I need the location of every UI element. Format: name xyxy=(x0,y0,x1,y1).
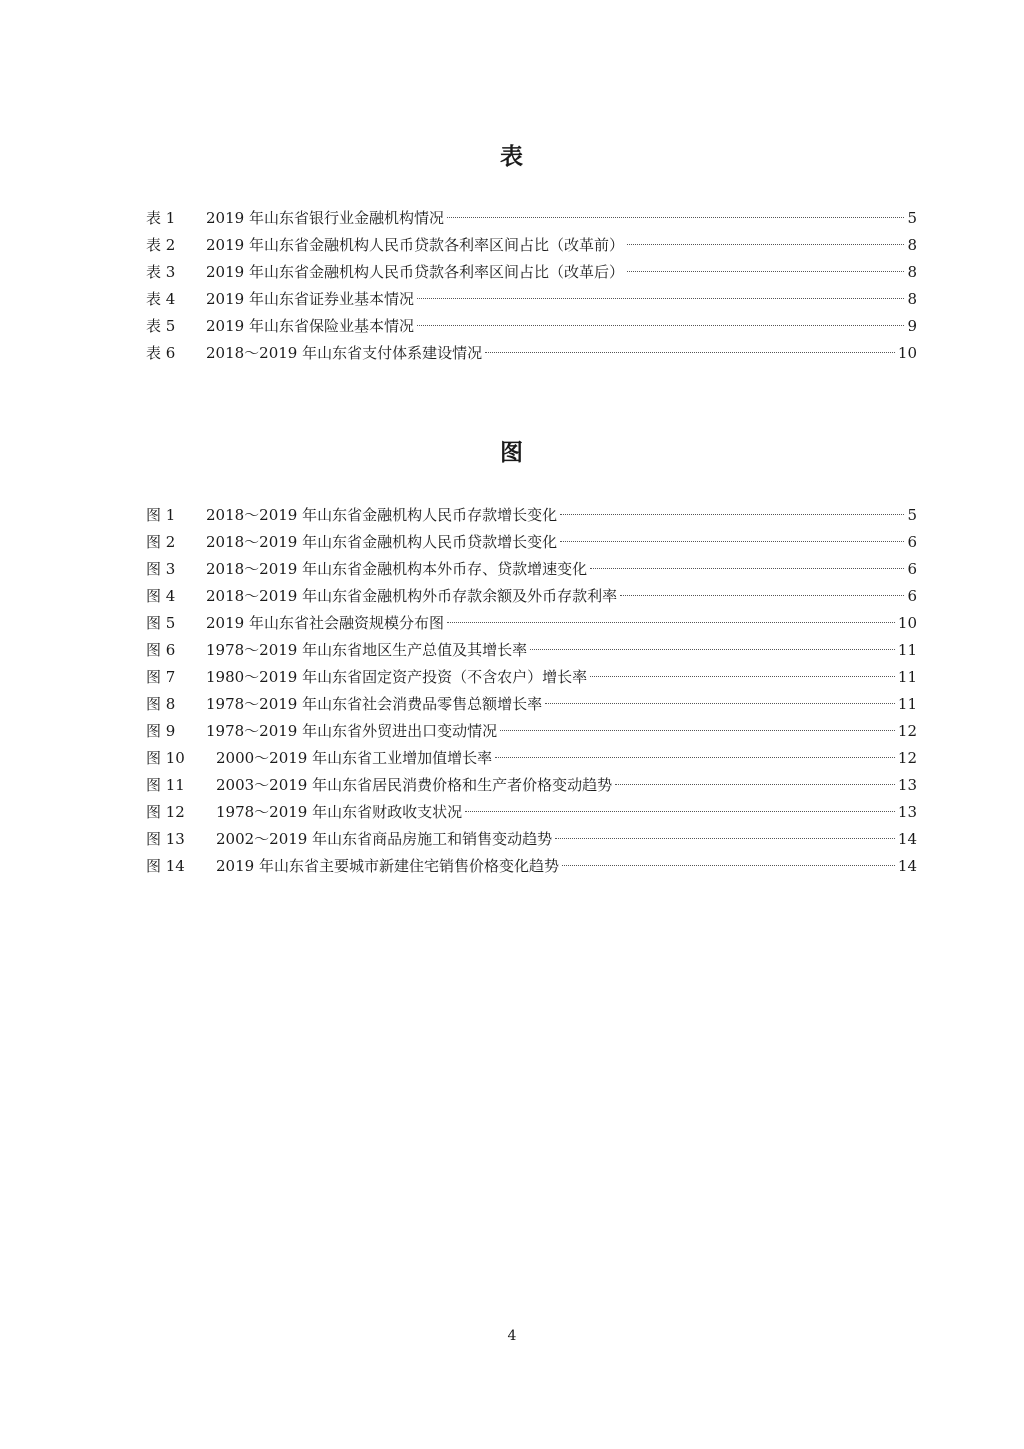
toc-entry-page: 13 xyxy=(897,776,917,794)
toc-entry-title: 1978～2019 年山东省地区生产总值及其增长率 xyxy=(206,641,528,659)
toc-dot-leader xyxy=(590,676,895,677)
toc-dot-leader xyxy=(590,568,904,569)
toc-entry-label: 表 2 xyxy=(146,236,176,254)
page-number: 4 xyxy=(507,1328,517,1344)
tables-toc-list xyxy=(146,205,917,367)
toc-entry-page: 11 xyxy=(897,668,917,686)
tables-section-title: 表 xyxy=(500,143,524,170)
toc-entry-label: 图 7 xyxy=(146,668,176,686)
toc-dot-leader xyxy=(465,811,895,812)
toc-entry-page: 8 xyxy=(907,263,917,281)
toc-entry-title: 2019 年山东省金融机构人民币贷款各利率区间占比（改革后） xyxy=(206,263,624,281)
toc-dot-leader xyxy=(560,541,904,542)
toc-dot-leader xyxy=(447,622,895,623)
toc-entry[interactable] xyxy=(146,826,917,853)
toc-entry-page: 8 xyxy=(907,236,917,254)
toc-entry-label: 图 9 xyxy=(146,722,176,740)
toc-entry-title: 1978～2019 年山东省财政收支状况 xyxy=(216,803,463,821)
toc-entry-title: 2003～2019 年山东省居民消费价格和生产者价格变动趋势 xyxy=(216,776,613,794)
toc-dot-leader xyxy=(495,757,895,758)
toc-entry-page: 14 xyxy=(897,857,917,875)
toc-entry-page: 10 xyxy=(897,344,917,362)
toc-entry[interactable] xyxy=(146,259,917,286)
toc-entry[interactable] xyxy=(146,664,917,691)
toc-entry-title: 2019 年山东省证券业基本情况 xyxy=(206,290,414,308)
toc-entry-title: 2000～2019 年山东省工业增加值增长率 xyxy=(216,749,493,767)
toc-entry-page: 8 xyxy=(907,290,917,308)
toc-dot-leader xyxy=(530,649,895,650)
toc-entry-title: 2019 年山东省主要城市新建住宅销售价格变化趋势 xyxy=(216,857,559,875)
toc-entry[interactable] xyxy=(146,313,917,340)
toc-entry-page: 11 xyxy=(897,641,917,659)
toc-dot-leader xyxy=(620,595,904,596)
toc-entry-page: 5 xyxy=(907,506,917,524)
toc-dot-leader xyxy=(485,352,895,353)
toc-dot-leader xyxy=(627,271,905,272)
figures-section-title: 图 xyxy=(500,439,524,466)
toc-entry-title: 2019 年山东省金融机构人民币贷款各利率区间占比（改革前） xyxy=(206,236,624,254)
toc-entry-label: 表 3 xyxy=(146,263,176,281)
toc-entry-label: 表 4 xyxy=(146,290,176,308)
toc-entry-label: 图 11 xyxy=(146,776,185,794)
toc-entry-label: 图 14 xyxy=(146,857,185,875)
toc-dot-leader xyxy=(627,244,905,245)
toc-dot-leader xyxy=(417,325,905,326)
toc-entry-label: 图 3 xyxy=(146,560,176,578)
toc-dot-leader xyxy=(500,730,895,731)
toc-entry-page: 12 xyxy=(897,749,917,767)
toc-entry-page: 6 xyxy=(907,533,917,551)
toc-entry-label: 图 4 xyxy=(146,587,176,605)
toc-entry[interactable] xyxy=(146,529,917,556)
toc-entry-label: 图 2 xyxy=(146,533,176,551)
toc-entry-page: 6 xyxy=(907,560,917,578)
toc-entry-title: 2018～2019 年山东省金融机构人民币存款增长变化 xyxy=(206,506,558,524)
toc-entry-label: 图 6 xyxy=(146,641,176,659)
toc-entry-title: 1978～2019 年山东省社会消费品零售总额增长率 xyxy=(206,695,543,713)
toc-dot-leader xyxy=(560,514,904,515)
toc-entry-page: 13 xyxy=(897,803,917,821)
toc-entry-page: 14 xyxy=(897,830,917,848)
toc-dot-leader xyxy=(447,217,905,218)
toc-entry-page: 5 xyxy=(907,209,917,227)
toc-entry[interactable] xyxy=(146,853,917,880)
toc-entry-label: 图 5 xyxy=(146,614,176,632)
toc-entry-page: 6 xyxy=(907,587,917,605)
toc-entry-label: 图 1 xyxy=(146,506,176,524)
toc-entry[interactable] xyxy=(146,745,917,772)
toc-dot-leader xyxy=(545,703,895,704)
toc-entry-title: 2002～2019 年山东省商品房施工和销售变动趋势 xyxy=(216,830,553,848)
toc-entry[interactable] xyxy=(146,691,917,718)
toc-dot-leader xyxy=(562,865,895,866)
toc-entry[interactable] xyxy=(146,556,917,583)
toc-entry[interactable] xyxy=(146,502,917,529)
toc-entry-label: 图 8 xyxy=(146,695,176,713)
toc-entry[interactable] xyxy=(146,799,917,826)
toc-entry-page: 12 xyxy=(897,722,917,740)
toc-dot-leader xyxy=(555,838,895,839)
toc-entry[interactable] xyxy=(146,232,917,259)
toc-entry-title: 2018～2019 年山东省支付体系建设情况 xyxy=(206,344,483,362)
toc-entry-label: 表 5 xyxy=(146,317,176,335)
toc-entry-page: 9 xyxy=(907,317,917,335)
toc-entry[interactable] xyxy=(146,205,917,232)
toc-entry[interactable] xyxy=(146,340,917,367)
toc-entry-label: 图 12 xyxy=(146,803,185,821)
toc-entry-label: 表 1 xyxy=(146,209,176,227)
toc-entry-label: 图 13 xyxy=(146,830,185,848)
toc-dot-leader xyxy=(417,298,905,299)
toc-entry-title: 2019 年山东省社会融资规模分布图 xyxy=(206,614,444,632)
toc-entry-title: 2018～2019 年山东省金融机构外币存款余额及外币存款利率 xyxy=(206,587,618,605)
toc-entry-page: 10 xyxy=(897,614,917,632)
toc-entry-label: 表 6 xyxy=(146,344,176,362)
toc-entry-title: 2019 年山东省保险业基本情况 xyxy=(206,317,414,335)
toc-entry-title: 1978～2019 年山东省外贸进出口变动情况 xyxy=(206,722,498,740)
toc-entry[interactable] xyxy=(146,637,917,664)
figures-toc-list xyxy=(146,502,917,880)
toc-entry[interactable] xyxy=(146,286,917,313)
toc-entry-page: 11 xyxy=(897,695,917,713)
toc-entry-title: 2019 年山东省银行业金融机构情况 xyxy=(206,209,444,227)
toc-entry-title: 2018～2019 年山东省金融机构本外币存、贷款增速变化 xyxy=(206,560,588,578)
toc-entry[interactable] xyxy=(146,772,917,799)
toc-entry-label: 图 10 xyxy=(146,749,185,767)
toc-dot-leader xyxy=(615,784,895,785)
toc-entry-title: 2018～2019 年山东省金融机构人民币贷款增长变化 xyxy=(206,533,558,551)
toc-entry-title: 1980～2019 年山东省固定资产投资（不含农户）增长率 xyxy=(206,668,588,686)
toc-entry[interactable] xyxy=(146,718,917,745)
toc-entry[interactable] xyxy=(146,610,917,637)
toc-entry[interactable] xyxy=(146,583,917,610)
